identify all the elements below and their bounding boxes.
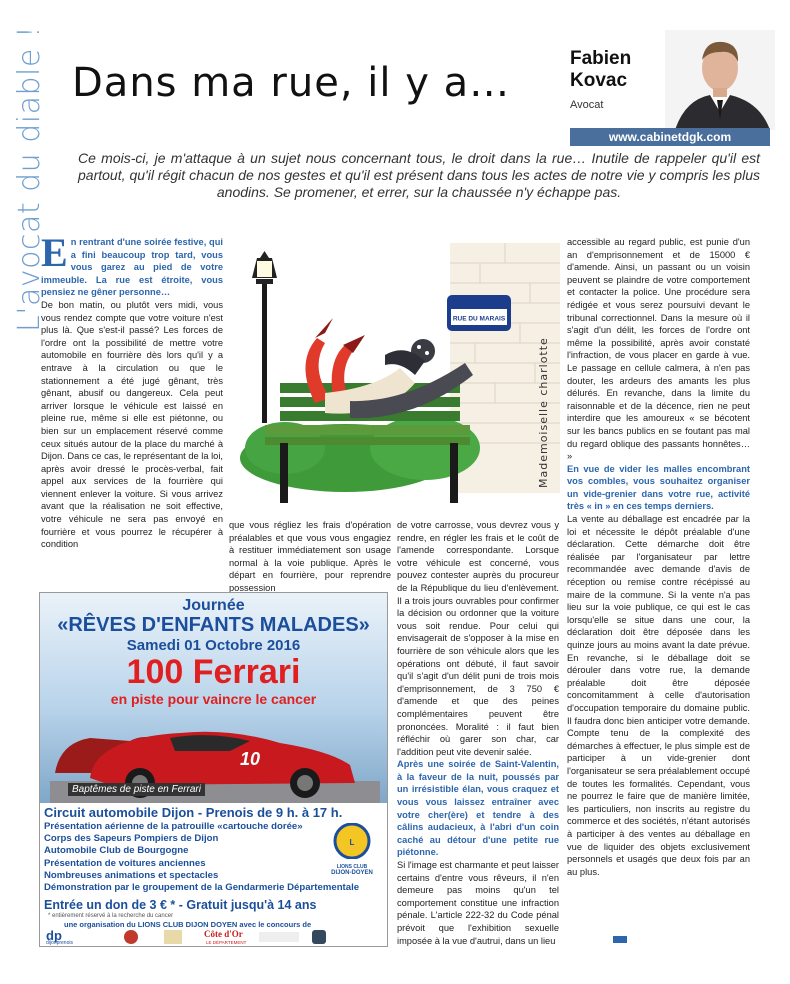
partner-logo xyxy=(259,932,299,942)
author-role: Avocat xyxy=(570,99,604,111)
street-sign-text: RUE DU MARAIS xyxy=(452,315,506,323)
ad-headline: «RÊVES D'ENFANTS MALADES» xyxy=(57,614,370,636)
ad-line: Automobile Club de Bourgogne xyxy=(44,845,189,857)
website-link[interactable]: www.cabinetdgk.com xyxy=(570,128,770,146)
logo-cote-dor: Côte d'Or xyxy=(204,930,243,939)
col3-lead: Après une soirée de Saint-Valentin, à la faveur de la nuit, poussés par un irrésistible élan, vous craquez et vous vous laissez entraîner avec votre cher(ère) et tendre à des câlins audacieux, à l'abri d'un coin caché au détour d'une petite rue piétonne. xyxy=(397,759,559,858)
article-column-3 xyxy=(397,519,559,947)
col3-p1: de votre carrosse, vous devrez vous y rendre, en régler les frais et le coût de l'amende correspondante. Lorsque votre véhicule est concerné, vous pouvez contester auprès du procureur de la République du lieu d'enlèvement. Il a trois jours ouvrables pour confirmer la décision ou ordonner que la voiture vous soit rendue. Pour celui qui envisagerait de s'opposer à la mise en fourrière de son véhicule alors que les opérations ont débuté, il faut savoir qu'il s'agit d'un délit puni de trois mois d'emprisonnement, de 3 750 € d'amende et que des peines complémentaires peuvent être prononcées. Moralité : il faut bien réfléchir où garer son char, car l'addition peut vite devenir salée. xyxy=(397,520,559,757)
ad-line: Présentation de voitures anciennes xyxy=(44,857,206,869)
col1-body: De bon matin, ou plutôt vers midi, vous vous rendez compte que votre voiture n'est plus là. Que s'est-il passé? Les forces de l'ordre ont la possibilité de mettre votre automobile en fourrière dès lors qu'il y a entrave à la circulation ou que le stationnement a été jugé gênant, très gênant, abusif ou dangereux. Cela peut arriver lorsque le véhicule est laissé en pleine rue, même si elle est piétonne, ou bien sur un emplacement réservé comme ceux situés autour de la place du marché à Dijon. Dans ce cas, le représentant de la loi, après avoir dressé le procès-verbal, fait appel aux services de la fourrière qui viennent enlever la voiture. Si vous arrivez avant que la réalisation ne soit effective, votre véhicule ne sera pas envoyé en fourrière et vous pourrez le récupérer à condition xyxy=(41,299,223,550)
ad-line: Nombreuses animations et spectacles xyxy=(44,869,219,881)
ad-date: Samedi 01 Octobre 2016 xyxy=(126,637,301,654)
gendarmerie-logo xyxy=(312,930,326,944)
ad-donation: Entrée un don de 3 € * - Gratuit jusqu'à 14 ans xyxy=(44,898,317,912)
article-column-4 xyxy=(567,236,750,878)
svg-text:10: 10 xyxy=(240,749,261,769)
ad-line: Corps des Sapeurs Pompiers de Dijon xyxy=(44,833,219,845)
ad-org: une organisation du LIONS CLUB DIJON DOYEN avec le concours de xyxy=(64,920,312,929)
partner-logo xyxy=(164,930,182,944)
logo-dijon-prenois: dp xyxy=(46,930,62,943)
article-column-1 xyxy=(41,230,223,551)
col4-p1: accessible au regard public, est punie d'un an d'emprisonnement et de 15000 € d'amende. Ainsi, un passant ou un voisin peuvent se plaindre de votre comportement et contacter la police. Une procédure sera rédigée et vous serez poursuivi devant le tribunal correctionnel. Dans la mesure où il s'agit d'un délit, les forces de l'ordre ont même la possibilité, après avoir constaté l'infraction, de vous placer en garde à vue. Le passage en cellule calmera, à n'en pas douter, les ardeurs des amants les plus délurés. En revanche, dans la limite du raisonnable et de la décence, rien ne peut interdire que les amoureux « se bécotent sur les bancs publics en se foutant pas mal du regard oblique des passants honnêtes… » xyxy=(567,237,750,462)
ad-line: Démonstration par le groupement de la Gendarmerie Départementale xyxy=(44,882,360,894)
event-advertisement xyxy=(39,592,388,947)
ad-tagline: en piste pour vaincre le cancer xyxy=(110,691,317,707)
logo-dijon-prenois-sub: dijonprenois xyxy=(46,940,73,946)
lions-club-sub: DIJON-DOYEN xyxy=(331,870,373,876)
ad-note: * entièrement réservé à la recherche du cancer xyxy=(48,913,174,919)
ad-circuit: Circuit automobile Dijon - Prenois de 9 h. à 17 h. xyxy=(44,805,343,820)
col4-lead: En vue de vider les malles encombrant vos combles, vous souhaitez organiser un vide-grenier dans votre rue, activité très « in » en ces temps derniers. xyxy=(567,463,750,512)
author-last-name: Kovac xyxy=(570,70,628,91)
illustration xyxy=(225,243,565,505)
lions-club-label: LIONS CLUB xyxy=(336,864,368,870)
col3-p2: Si l'image est charmante et peut laisser certains d'entre vous rêveurs, il n'en demeure pas moins qu'un tel comportement constitue une infraction pénale. L'article 222-32 du Code pénal prévoit que l'exhibition sexuelle imposée à la vue d'autrui, dans un lieu xyxy=(397,860,559,946)
ad-bapt: Baptêmes de piste en Ferrari xyxy=(68,783,205,796)
author-photo xyxy=(665,30,775,130)
intro-paragraph: Ce mois-ci, je m'attaque à un sujet nous concernant tous, le droit dans la rue… Inutile de rappeler qu'il est partout, qu'il régit chacun de nos gestes et qu'il est présent dans tous les actes de notre vie y compris les plus anodins. Se promener, et errer, sur la chaussée n'y échappe pas. xyxy=(78,150,760,200)
drop-cap: E xyxy=(41,230,68,275)
section-label-text: L'avocat du diable ! xyxy=(12,25,47,332)
col4-p2: La vente au déballage est encadrée par la loi et nécessite le dépôt préalable d'une déclaration. Cette démarche doit être réalisée par l'organisateur par lettre recommandée avec demande d'avis de réception ou remise contre récépissé au maire de la commune. Si la vente n'a pas lieu sur la voie publique, ce qui est le cas lorsqu'elle se situe dans une cour, la déclaration doit être déposée dans les quinze jours au moins avant la date prévue. En revanche, si le déballage doit se dérouler dans votre rue, la demande préalable doit être déposée concomitamment à celle d'autorisation d'occupation temporaire du domaine public. Il faudra donc bien anticiper votre demande. Compte tenu de la complexité des démarches à effectuer, le plus simple est de participer à un vide-grenier dont l'organisateur se sera préalablement occupé de toutes les formalités. Cependant, vous ne pourrez le faire que de manière limitée, les particuliers, non inscrits au registre du commerce et des sociétés, n'étant autorisés à participer à des ventes au déballage en vue de liquider des objets exclusivement personnels et usagés que deux fois par an au plus. xyxy=(567,514,750,877)
page-title: Dans ma rue, il y a… xyxy=(72,60,511,106)
svg-text:L: L xyxy=(349,838,355,847)
author-name xyxy=(570,48,680,92)
lions-club-logo xyxy=(322,823,382,876)
logo-cote-dor-sub: LE DÉPARTEMENT xyxy=(206,940,247,945)
illustration-credit: Mademoiselle charlotte xyxy=(537,337,550,488)
article-column-2 xyxy=(229,519,391,595)
col2-body: que vous régliez les frais d'opération préalables et que vous vous engagiez à restituer immédiatement son usage normal à la voie publique. Après le départ en fourrière, pour reprendre possession xyxy=(229,520,391,593)
pompiers-logo xyxy=(124,930,138,944)
ad-kicker: Journée xyxy=(182,597,245,614)
ad-big: 100 Ferrari xyxy=(126,653,301,691)
partner-logos xyxy=(44,930,384,946)
end-mark xyxy=(613,936,627,943)
author-first-name: Fabien xyxy=(570,48,632,69)
col1-lead: n rentrant d'une soirée festive, qui a fini beaucoup trop tard, vous vous garez au pied de votre immeuble. La rue est étroite, vous pensiez ne gêner personne… xyxy=(41,237,223,298)
ad-line: Présentation aérienne de la patrouille «cartouche dorée» xyxy=(44,821,303,832)
